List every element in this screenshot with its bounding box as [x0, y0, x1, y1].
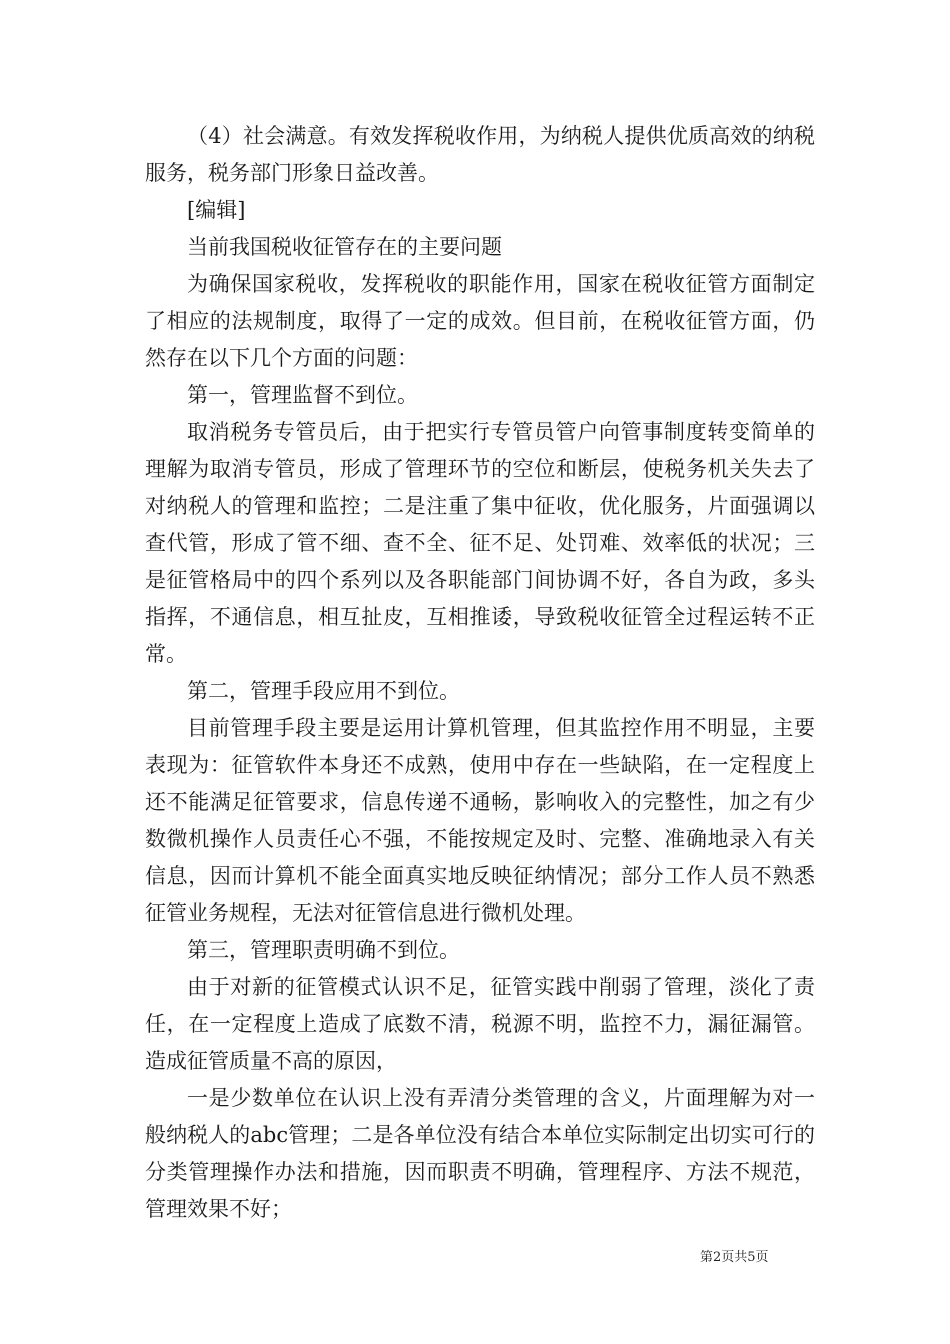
- point-one-heading: 第一，管理监督不到位。: [187, 383, 418, 407]
- document-body: [145, 118, 815, 1228]
- paragraph-social-satisfaction: （4）社会满意。有效发挥税收作用，为纳税人提供优质高效的纳税服务，税务部门形象日益改善。: [145, 124, 815, 185]
- point-three-heading: 第三，管理职责明确不到位。: [187, 938, 460, 962]
- section-heading: 当前我国税收征管存在的主要问题: [187, 235, 502, 259]
- paragraph-intro: 为确保国家税收，发挥税收的职能作用，国家在税收征管方面制定了相应的法规制度，取得了一定的成效。但目前，在税收征管方面，仍然存在以下几个方面的问题：: [145, 272, 815, 370]
- paragraph-point-two: 目前管理手段主要是运用计算机管理，但其监控作用不明显，主要表现为：征管软件本身还不成熟，使用中存在一些缺陷，在一定程度上还不能满足征管要求，信息传递不通畅，影响收入的完整性，加之有少数微机操作人员责任心不强，不能按规定及时、完整、准确地录入有关信息，因而计算机不能全面真实地反映征纳情况；部分工作人员不熟悉征管业务规程，无法对征管信息进行微机处理。: [145, 716, 815, 925]
- paragraph-point-three-reasons: 一是少数单位在认识上没有弄清分类管理的含义，片面理解为对一般纳税人的abc管理；二是各单位没有结合本单位实际制定出切实可行的分类管理操作办法和措施，因而职责不明确，管理程序、方法不规范，管理效果不好；: [145, 1086, 815, 1221]
- point-two-heading: 第二，管理手段应用不到位。: [187, 679, 460, 703]
- edit-link[interactable]: [编辑]: [187, 198, 246, 222]
- page-number: 第2页共5页: [700, 1250, 769, 1265]
- paragraph-point-three: 由于对新的征管模式认识不足，征管实践中削弱了管理，淡化了责任，在一定程度上造成了底数不清，税源不明，监控不力，漏征漏管。造成征管质量不高的原因，: [145, 975, 815, 1073]
- paragraph-point-one: 取消税务专管员后，由于把实行专管员管户向管事制度转变简单的理解为取消专管员，形成了管理环节的空位和断层，使税务机关失去了对纳税人的管理和监控；二是注重了集中征收，优化服务，片面强调以查代管，形成了管不细、查不全、征不足、处罚难、效率低的状况；三是征管格局中的四个系列以及各职能部门间协调不好，各自为政，多头指挥，不通信息，相互扯皮，互相推诿，导致税收征管全过程运转不正常。: [145, 420, 815, 666]
